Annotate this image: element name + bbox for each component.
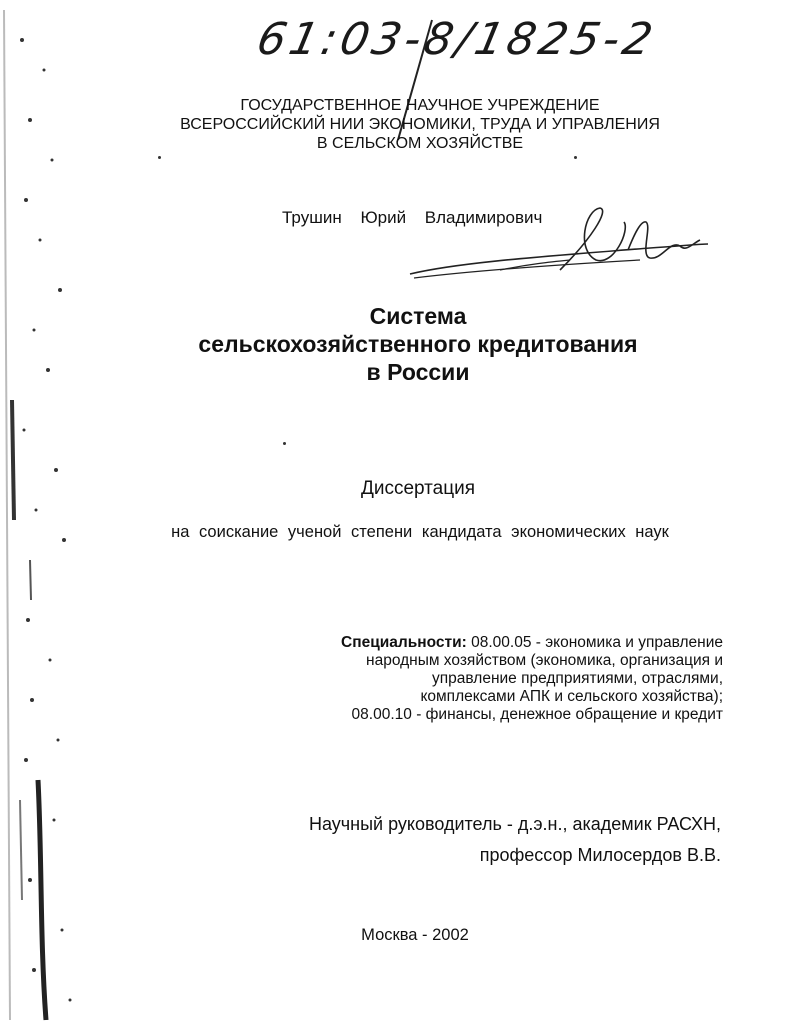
degree-sought: на соискание ученой степени кандидата экономических наук (171, 523, 669, 541)
specialties-block (341, 634, 723, 724)
specialty-line-1: 08.00.05 - экономика и управление (471, 634, 723, 651)
scan-speck (283, 442, 286, 445)
document-type: Диссертация (360, 478, 476, 499)
institution-line-1: ГОСУДАРСТВЕННОЕ НАУЧНОЕ УЧРЕЖДЕНИЕ (240, 97, 600, 114)
author-signature (400, 200, 710, 290)
place-and-year: Москва - 2002 (361, 926, 469, 944)
scan-speck (158, 156, 161, 159)
title-line-1: Система (369, 303, 467, 329)
specialty-line-5: 08.00.10 - финансы, денежное обращение и кредит (351, 706, 723, 723)
dissertation-title (100, 302, 736, 386)
supervisor-line-2: профессор Милосердов В.В. (479, 845, 721, 865)
archive-code-handwritten: 61:03-8/1825-2 (252, 14, 661, 65)
title-line-2: сельскохозяйственного кредитования (198, 331, 638, 357)
scan-speck (574, 156, 577, 159)
specialty-line-3: управление предприятиями, отраслями, (432, 670, 723, 687)
title-line-3: в России (366, 359, 470, 385)
specialties-label: Специальности: (341, 634, 467, 651)
institution-line-3: В СЕЛЬСКОМ ХОЗЯЙСТВЕ (316, 135, 524, 152)
specialty-line-2: народным хозяйством (экономика, организация и (366, 652, 723, 669)
specialty-line-4: комплексами АПК и сельского хозяйства); (420, 688, 723, 705)
institution-name (150, 96, 690, 153)
author-name: Трушин Юрий Владимирович (282, 208, 543, 227)
supervisor-line-1: Научный руководитель - д.э.н., академик РАСХН, (308, 814, 721, 834)
institution-line-2: ВСЕРОССИЙСКИЙ НИИ ЭКОНОМИКИ, ТРУДА И УПРАВЛЕНИЯ (180, 116, 660, 133)
